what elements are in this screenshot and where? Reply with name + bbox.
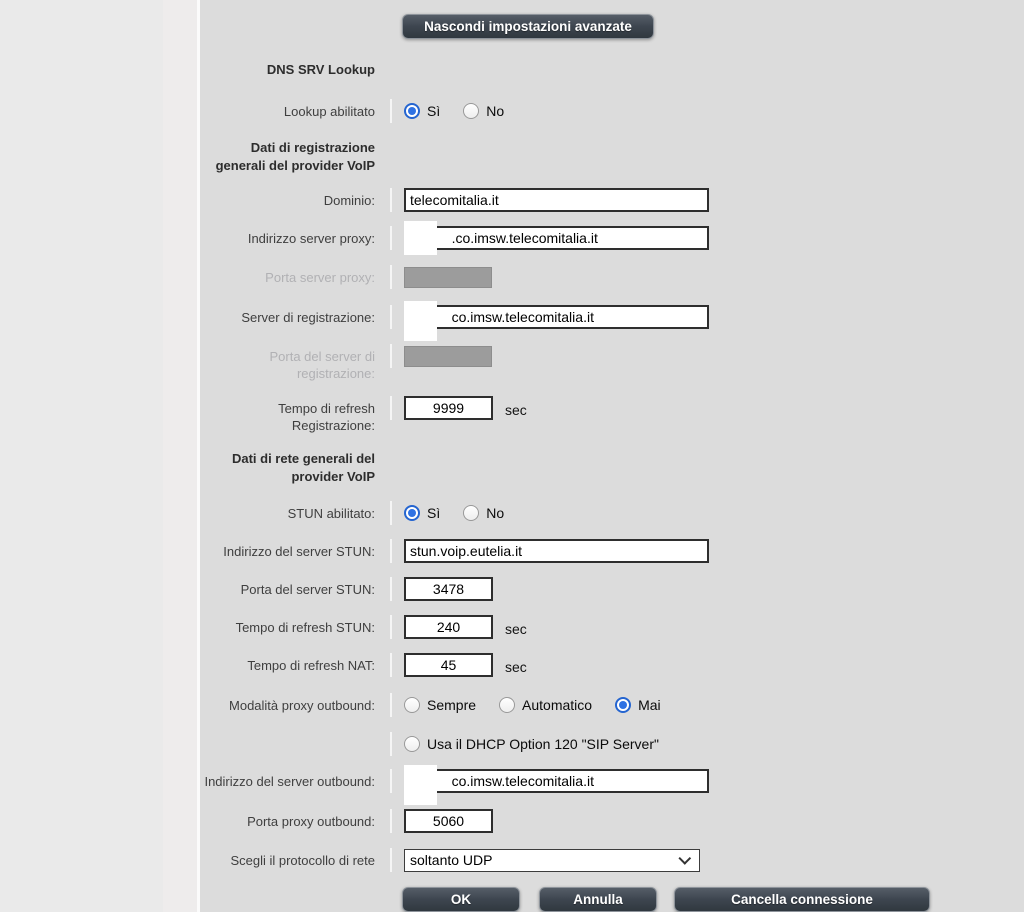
registrar-row [200,305,1024,329]
radio-unchecked-icon[interactable] [463,505,479,521]
outbound-server-row [200,769,1024,793]
dhcp-option-row [200,732,1024,756]
radio-unchecked-icon[interactable] [499,697,515,713]
stun-port-input[interactable] [404,577,493,601]
redaction-box [404,221,437,255]
domain-input[interactable] [404,188,709,212]
section-header-registration: Dati di registrazione generali del provider VoIP [215,140,375,173]
nat-refresh-input[interactable] [404,653,493,677]
stun-server-input[interactable] [404,539,709,563]
stun-yes-option[interactable]: Sì [404,505,440,521]
registration-header-row [200,139,1024,175]
lookup-enabled-row [200,99,1024,123]
registrar-port-label: Porta del server di registrazione: [269,349,375,381]
stun-port-label: Porta del server STUN: [240,582,375,597]
registrar-port-disabled-field [404,346,492,367]
section-header-dns: DNS SRV Lookup [266,62,375,77]
nat-refresh-label: Tempo di refresh NAT: [247,658,375,673]
registrar-label: Server di registrazione: [241,310,375,325]
outbound-always-option[interactable]: Sempre [404,697,476,713]
proxy-port-disabled-field [404,267,492,288]
outbound-mode-label: Modalità proxy outbound: [229,698,375,713]
outbound-server-label: Indirizzo del server outbound: [204,774,375,789]
proxy-port-row [200,265,1024,289]
outbound-port-label: Porta proxy outbound: [247,814,375,829]
redaction-box [404,765,437,805]
proxy-address-row [200,226,1024,250]
outbound-port-row [200,809,1024,833]
delete-connection-button[interactable]: Cancella connessione [674,887,930,912]
outbound-port-input[interactable] [404,809,493,833]
lookup-enabled-label: Lookup abilitato [283,104,375,119]
left-gutter-band [163,0,197,912]
spacer [200,14,390,18]
spacer [200,887,390,891]
outbound-mode-row [200,693,1024,717]
stun-no-option[interactable]: No [463,505,504,521]
protocol-select[interactable]: soltanto UDP [404,849,700,872]
registration-refresh-input[interactable] [404,396,493,420]
stun-refresh-input[interactable] [404,615,493,639]
outbound-auto-option[interactable]: Automatico [499,697,592,713]
cancel-button[interactable]: Annulla [539,887,657,912]
seconds-unit-label: sec [505,620,527,637]
network-header-row [200,450,1024,486]
stun-server-row [200,539,1024,563]
nat-refresh-row [200,653,1024,677]
redaction-box [404,301,437,341]
stun-port-row [200,577,1024,601]
lookup-no-option[interactable]: No [463,103,504,119]
proxy-port-label: Porta server proxy: [265,270,375,285]
registration-refresh-label: Tempo di refresh Registrazione: [278,401,375,433]
settings-form [200,0,1024,912]
stun-refresh-label: Tempo di refresh STUN: [235,620,375,635]
stun-server-label: Indirizzo del server STUN: [223,544,375,559]
stun-enabled-label: STUN abilitato: [287,506,375,521]
protocol-label: Scegli il protocollo di rete [230,853,375,868]
domain-row [200,188,1024,212]
lookup-yes-option[interactable]: Sì [404,103,440,119]
radio-checked-icon[interactable] [404,103,420,119]
proxy-address-input[interactable]: .co.imsw.telecomitalia.it [404,226,709,250]
outbound-server-input[interactable]: co.imsw.telecomitalia.it [404,769,709,793]
outbound-never-option[interactable]: Mai [615,697,661,713]
seconds-unit-label: sec [505,401,527,418]
radio-checked-icon[interactable] [404,505,420,521]
protocol-row [200,848,1024,872]
radio-checked-icon[interactable] [615,697,631,713]
action-buttons-row [200,887,1024,912]
proxy-address-label: Indirizzo server proxy: [247,231,375,246]
stun-enabled-row [200,501,1024,525]
section-header-network: Dati di rete generali del provider VoIP [231,451,375,484]
radio-unchecked-icon[interactable] [404,697,420,713]
hide-advanced-settings-button[interactable]: Nascondi impostazioni avanzate [402,14,654,39]
radio-unchecked-icon[interactable] [404,736,420,752]
registration-refresh-row [200,396,1024,434]
dhcp-option-120-option[interactable]: Usa il DHCP Option 120 "SIP Server" [404,736,659,752]
chevron-down-icon [678,852,691,865]
ok-button[interactable]: OK [402,887,520,912]
radio-unchecked-icon[interactable] [463,103,479,119]
registrar-port-row [200,344,1024,382]
seconds-unit-label: sec [505,658,527,675]
domain-label: Dominio: [323,193,375,208]
registrar-input[interactable]: co.imsw.telecomitalia.it [404,305,709,329]
dns-srv-header-row [200,61,1024,85]
stun-refresh-row [200,615,1024,639]
spacer [200,732,390,736]
advanced-toggle-row [200,14,1024,39]
